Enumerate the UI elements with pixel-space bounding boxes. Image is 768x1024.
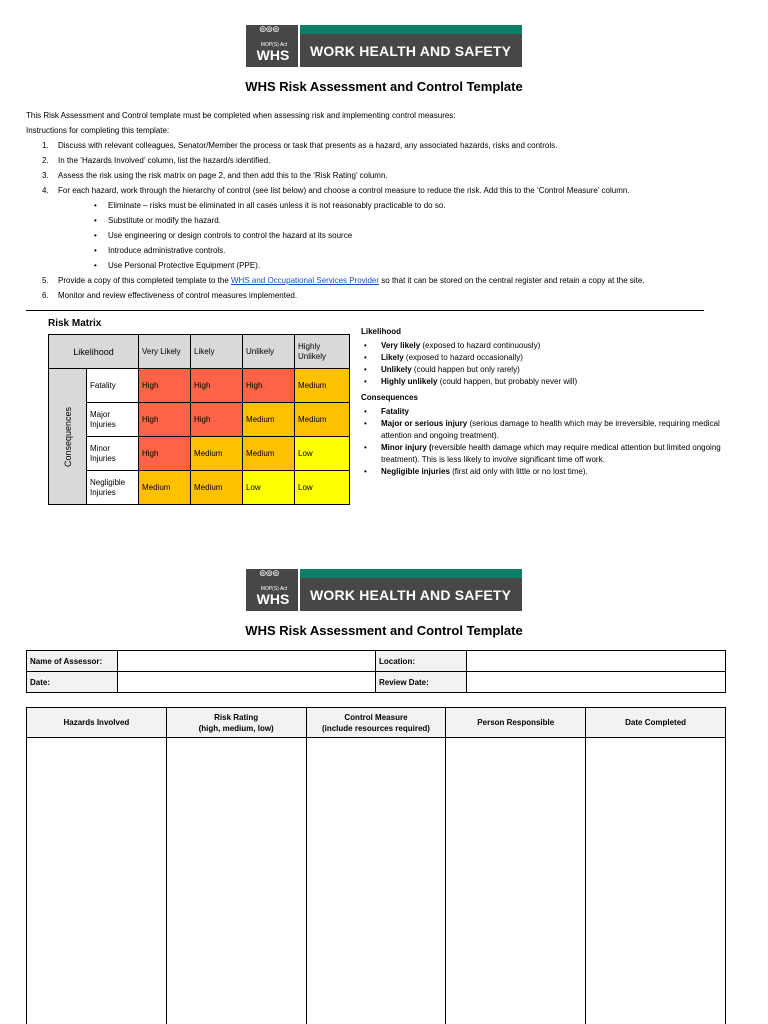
assessment-table (26, 707, 726, 1024)
risk-cell: High (139, 403, 191, 437)
logo-whs-text: WHS (256, 47, 290, 63)
page-title: WHS Risk Assessment and Control Template (245, 79, 523, 94)
control-measure-cell[interactable] (306, 738, 446, 1024)
logo-whs-text: WHS (256, 591, 290, 607)
hierarchy-item: • Substitute or modify the hazard. (58, 213, 746, 228)
logo-act-text: MOP(S) Act (260, 586, 288, 592)
likelihood-header: Likelihood (49, 335, 139, 369)
date-completed-cell[interactable] (586, 738, 726, 1024)
date-field[interactable] (118, 672, 376, 693)
column-header: Very Likely (139, 335, 191, 369)
instruction-step: 6. Monitor and review effectiveness of control measures implemented. (42, 291, 298, 300)
risk-cell: Low (295, 437, 350, 471)
hierarchy-item: • Eliminate – risks must be eliminated in all cases unless it is not reasonably practicable to do so. (58, 198, 746, 213)
legend-item: • Minor injury (reversible health damage which may require medical attention but limited ongoing treatment). This is less likely to involve significant time off work. (361, 442, 741, 466)
risk-matrix-table (48, 334, 350, 505)
legend-item: • Negligible injuries (first aid only with little or no lost time). (361, 466, 741, 478)
instruction-step: 1. Discuss with relevant colleagues, Senator/Member the process or task that presents as a hazard, any associated hazards, risks and controls. (42, 141, 558, 150)
person-responsible-header: Person Responsible (446, 708, 586, 738)
likelihood-legend-list (361, 340, 741, 388)
assessor-label: Name of Assessor: (27, 651, 118, 672)
risk-cell: Medium (243, 403, 295, 437)
whs-logo (246, 569, 300, 611)
row-label: Minor Injuries (87, 437, 139, 471)
row-label: Fatality (87, 369, 139, 403)
risk-cell: Medium (191, 471, 243, 505)
intro-line: This Risk Assessment and Control template must be completed when assessing risk and implementing control measures: (26, 111, 456, 120)
instruction-step: 4. For each hazard, work through the hierarchy of control (see list below) and choose a control measure to reduce the risk. Add this to the ‘Control Measure’ column. • Eliminate – risks must be eliminated in all cases unless it is not reasonably practicable to do so. • Substitute or modify the hazard. • Use engineering or design controls to control the hazard at its source • Introduce administrative controls. • Use Personal Protective Equipment (PPE). (26, 183, 746, 273)
legend-item: • Unlikely (could happen but only rarely) (361, 364, 741, 376)
assessor-field[interactable] (118, 651, 376, 672)
legend-item: • Major or serious injury (serious damage to health which may be irreversible, requiring medical attention and ongoing treatment). (361, 418, 741, 442)
column-header: Highly Unlikely (295, 335, 350, 369)
risk-cell: High (139, 369, 191, 403)
matrix-legend (361, 326, 741, 478)
date-completed-header: Date Completed (586, 708, 726, 738)
banner-title: WORK HEALTH AND SAFETY (310, 43, 512, 59)
row-label: Major Injuries (87, 403, 139, 437)
hazards-header: Hazards Involved (27, 708, 167, 738)
risk-cell: Low (243, 471, 295, 505)
review-date-label: Review Date: (376, 672, 467, 693)
risk-cell: Medium (139, 471, 191, 505)
risk-cell: High (191, 403, 243, 437)
banner-title: WORK HEALTH AND SAFETY (310, 587, 512, 603)
people-icon: ⊚⊚⊚ (259, 24, 279, 34)
risk-cell: High (243, 369, 295, 403)
people-icon: ⊚⊚⊚ (259, 568, 279, 578)
risk-matrix-title: Risk Matrix (48, 318, 102, 329)
control-measure-header: Control Measure (include resources required) (306, 708, 446, 738)
legend-item: • Highly unlikely (could happen, but probably never will) (361, 376, 741, 388)
assessor-info-table (26, 650, 726, 693)
divider (26, 310, 704, 311)
consequences-legend-title: Consequences (361, 393, 418, 402)
whs-logo (246, 25, 300, 67)
whs-banner (246, 569, 522, 611)
consequences-header: Consequences (49, 369, 87, 505)
logo-act-text: MOP(S) Act (260, 42, 288, 48)
consequences-legend-list (361, 406, 741, 478)
person-responsible-cell[interactable] (446, 738, 586, 1024)
hierarchy-item: • Introduce administrative controls. (58, 243, 746, 258)
location-field[interactable] (467, 651, 726, 672)
instruction-step: 5. Provide a copy of this completed template to the WHS and Occupational Services Provider so that it can be stored on the central register and retain a copy at the site. (42, 276, 645, 285)
risk-cell: High (139, 437, 191, 471)
hazards-cell[interactable] (27, 738, 167, 1024)
location-label: Location: (376, 651, 467, 672)
risk-cell: Medium (243, 437, 295, 471)
risk-cell: Low (295, 471, 350, 505)
column-header: Unlikely (243, 335, 295, 369)
legend-item: • Likely (exposed to hazard occasionally) (361, 352, 741, 364)
risk-cell: Medium (295, 403, 350, 437)
risk-cell: Medium (295, 369, 350, 403)
instructions (26, 108, 746, 303)
instruction-step: 2. In the ‘Hazards Involved’ column, list the hazard/s identified. (42, 156, 271, 165)
legend-item: • Fatality (361, 406, 741, 418)
row-label: Negligible Injuries (87, 471, 139, 505)
likelihood-legend-title: Likelihood (361, 327, 401, 336)
instruction-step: 3. Assess the risk using the risk matrix on page 2, and then add this to the ‘Risk Rating’ column. (42, 171, 388, 180)
intro-line: Instructions for completing this template: (26, 126, 170, 135)
risk-rating-cell[interactable] (166, 738, 306, 1024)
legend-item: • Very likely (exposed to hazard continuously) (361, 340, 741, 352)
table-row (27, 738, 726, 1024)
whs-banner (246, 25, 522, 67)
whs-provider-link[interactable]: WHS and Occupational Services Provider (230, 276, 380, 285)
review-date-field[interactable] (467, 672, 726, 693)
risk-cell: High (191, 369, 243, 403)
column-header: Likely (191, 335, 243, 369)
hierarchy-item: • Use engineering or design controls to control the hazard at its source (58, 228, 746, 243)
page-title: WHS Risk Assessment and Control Template (245, 623, 523, 638)
risk-rating-header: Risk Rating (high, medium, low) (166, 708, 306, 738)
date-label: Date: (27, 672, 118, 693)
hierarchy-item: • Use Personal Protective Equipment (PPE). (58, 258, 746, 273)
instruction-list (26, 138, 746, 303)
risk-cell: Medium (191, 437, 243, 471)
hierarchy-list (58, 198, 746, 273)
